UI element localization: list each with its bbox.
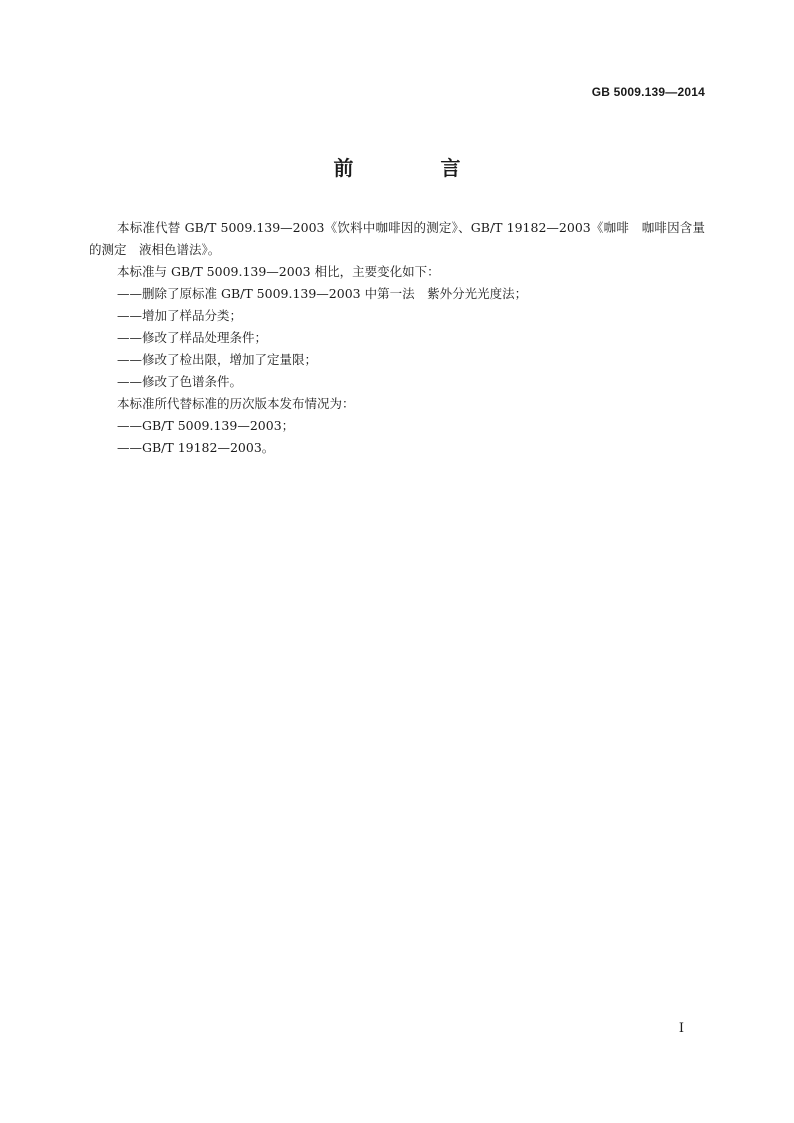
change-item-text: 删除了原标准 GB/T 5009.139—2003 中第一法 紫外分光光度法；	[142, 286, 528, 301]
dash-glyph: ——	[117, 308, 142, 323]
change-item-text: 修改了检出限，增加了定量限；	[142, 352, 318, 367]
dash-glyph: ——	[117, 330, 142, 345]
history-item	[89, 415, 705, 437]
change-item	[89, 349, 705, 371]
standard-code-header: GB 5009.139—2014	[591, 85, 705, 99]
change-item	[89, 327, 705, 349]
page-number: I	[678, 1021, 684, 1036]
change-item-text: 修改了样品处理条件；	[142, 330, 268, 345]
change-item	[89, 371, 705, 393]
changes-intro-paragraph: 本标准与 GB/T 5009.139—2003 相比，主要变化如下：	[117, 264, 440, 279]
dash-glyph: ——	[117, 418, 142, 433]
dash-glyph: ——	[117, 286, 142, 301]
foreword-body	[89, 217, 705, 459]
change-item-text: 修改了色谱条件。	[142, 374, 243, 389]
dash-glyph: ——	[117, 352, 142, 367]
history-item	[89, 437, 705, 459]
page-title: 前 言	[333, 156, 501, 180]
dash-glyph: ——	[117, 440, 142, 455]
change-item	[89, 305, 705, 327]
replacement-paragraph: 本标准代替 GB/T 5009.139—2003《饮料中咖啡因的测定》、GB/T 19182—2003《咖啡 咖啡因含量的测定 液相色谱法》。	[89, 220, 705, 257]
history-item-text: GB/T 19182—2003。	[142, 440, 275, 455]
change-item-text: 增加了样品分类；	[142, 308, 243, 323]
dash-glyph: ——	[117, 374, 142, 389]
change-item	[89, 283, 705, 305]
history-intro-paragraph: 本标准所代替标准的历次版本发布情况为：	[117, 396, 355, 411]
history-item-text: GB/T 5009.139—2003；	[142, 418, 295, 433]
